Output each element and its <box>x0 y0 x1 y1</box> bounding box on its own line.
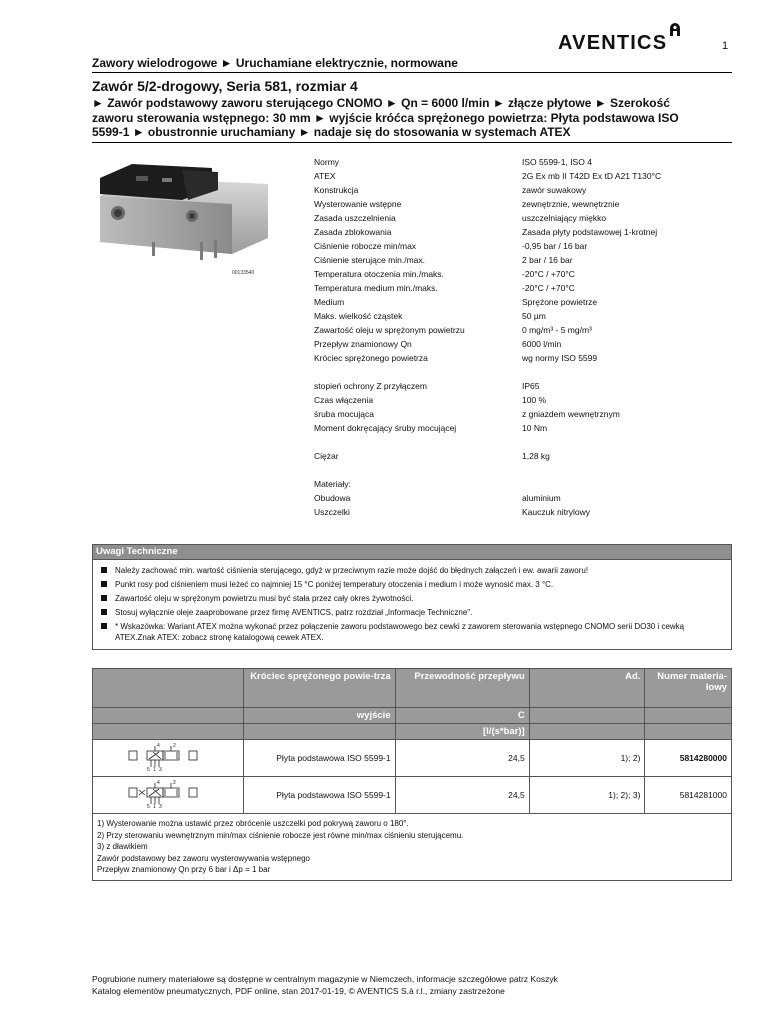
port-label: 1 <box>153 767 156 773</box>
breadcrumb: Zawory wielodrogowe ► Uruchamiane elektrycznie, normowane <box>92 56 458 70</box>
spec-row <box>314 169 732 183</box>
spec-value: -20°C / +70°C <box>522 283 575 293</box>
spec-row <box>314 351 732 365</box>
specifications-list <box>314 155 732 519</box>
table-unit-empty <box>529 724 645 740</box>
spec-label: Ciężar <box>314 451 339 461</box>
page-footer <box>92 973 558 997</box>
note-text: Należy zachować min. wartość ciśnienia sterującego, gdyż w przeciwnym razie może dojść do błędnych załączeń i ew. awarii zaworu! <box>115 566 589 575</box>
spec-row <box>314 239 732 253</box>
spec-label: Wysterowanie wstępne <box>314 199 402 209</box>
spec-row <box>314 183 732 197</box>
table-unit-row <box>93 724 732 740</box>
port-label: 2 <box>173 743 176 749</box>
row-port: Płyta podstawowa ISO 5599-1 <box>243 740 395 777</box>
spec-row <box>314 379 732 393</box>
spec-label: Zawartość oleju w sprężonym powietrzu <box>314 325 465 335</box>
spec-row <box>314 449 732 463</box>
spec-row <box>314 365 732 379</box>
port-label: 3 <box>159 767 162 773</box>
logo-mark-icon <box>668 22 682 38</box>
spec-label: Uszczelki <box>314 507 350 517</box>
spec-row <box>314 421 732 435</box>
note-item <box>93 565 731 576</box>
footnotes-row <box>93 814 732 881</box>
spec-label: stopień ochrony Z przyłączem <box>314 381 427 391</box>
spec-label: Medium <box>314 297 345 307</box>
spec-label: Zasada uszczelnienia <box>314 213 396 223</box>
spec-value: 1,28 kg <box>522 451 550 461</box>
table-row <box>93 777 732 814</box>
table-header-flow: Przewodność przepływu <box>395 669 529 708</box>
spec-row <box>314 155 732 169</box>
row-flow: 24,5 <box>395 740 529 777</box>
footnotes <box>93 814 732 881</box>
spec-value: aluminium <box>522 493 561 503</box>
spec-row <box>314 295 732 309</box>
table-unit-empty <box>243 724 395 740</box>
spec-row <box>314 197 732 211</box>
valve-symbol-cell <box>93 777 244 814</box>
port-label: 5 <box>147 804 150 810</box>
spec-value: wg normy ISO 5599 <box>522 353 598 363</box>
spec-label: Ciśnienie sterujące min./max. <box>314 255 426 265</box>
row-ad: 1); 2) <box>529 740 645 777</box>
product-table <box>92 668 732 881</box>
note-item <box>93 621 731 643</box>
port-label: 4 <box>157 743 160 749</box>
spec-value: 2G Ex mb II T42D Ex tD A21 T130°C <box>522 171 662 181</box>
footnote: 2) Przy sterowaniu wewnętrznym min/max ciśnienie robocze jest równe min/max ciśnieniu sterującemu. <box>97 830 464 840</box>
spec-value: -20°C / +70°C <box>522 269 575 279</box>
spec-value: Kauczuk nitrylowy <box>522 507 591 517</box>
valve-symbol-icon <box>93 777 235 811</box>
bullet-square-icon <box>101 567 107 573</box>
bullet-square-icon <box>101 595 107 601</box>
divider <box>92 142 732 143</box>
spec-row <box>314 267 732 281</box>
table-subheader-empty <box>645 708 732 724</box>
spec-row <box>314 281 732 295</box>
note-text: Stosuj wyłącznie oleje zaaprobowane przez firmę AVENTICS, patrz rozdział „Informacje Techniczne". <box>115 608 473 617</box>
spec-row <box>314 505 732 519</box>
spec-row <box>314 225 732 239</box>
port-label: 2 <box>173 780 176 786</box>
spec-label: śruba mocująca <box>314 409 375 419</box>
bullet-square-icon <box>101 609 107 615</box>
spec-label: Temperatura medium min./maks. <box>314 283 438 293</box>
row-ad: 1); 2); 3) <box>529 777 645 814</box>
spec-row <box>314 491 732 505</box>
footer-line: Pogrubione numery materiałowe są dostępne w centralnym magazynie w Niemczech, informacje szczegółowe patrz Koszyk <box>92 974 558 984</box>
port-label: 1 <box>153 804 156 810</box>
spec-label: Temperatura otoczenia min./maks. <box>314 269 444 279</box>
table-subheader-empty <box>93 708 244 724</box>
spec-value: -0,95 bar / 16 bar <box>522 241 588 251</box>
row-flow: 24,5 <box>395 777 529 814</box>
port-label: 3 <box>159 804 162 810</box>
spec-row <box>314 211 732 225</box>
spec-label: Króciec sprężonego powietrza <box>314 353 428 363</box>
spec-label: ATEX <box>314 171 336 181</box>
spec-label: Materiały: <box>314 479 351 489</box>
spec-label: Zasada zblokowania <box>314 227 392 237</box>
table-header-empty <box>93 669 244 708</box>
note-item <box>93 593 731 604</box>
spec-row <box>314 323 732 337</box>
table-subheader-row <box>93 708 732 724</box>
table-unit-empty <box>645 724 732 740</box>
valve-symbol-icon <box>93 740 235 774</box>
row-port: Płyta podstawowa ISO 5599-1 <box>243 777 395 814</box>
row-material-number: 5814281000 <box>645 777 732 814</box>
page-title: Zawór 5/2-drogowy, Seria 581, rozmiar 4 <box>92 78 358 94</box>
spec-row <box>314 477 732 491</box>
table-header-material-number: Numer materia-łowy <box>645 669 732 708</box>
note-item <box>93 607 731 618</box>
table-header-ad: Ad. <box>529 669 645 708</box>
spec-value: zawór suwakowy <box>522 185 587 195</box>
spec-value: zewnętrznie, wewnętrznie <box>522 199 620 209</box>
row-material-number: 5814280000 <box>645 740 732 777</box>
logo-text: AVENTICS <box>558 32 668 54</box>
spec-value: z gniazdem wewnętrznym <box>522 409 620 419</box>
note-text: * Wskazówka: Wariant ATEX można wykonać przez połączenie zaworu podstawowego bez cewki z zaworem sterowania wstępnego CNOMO serii DO30 i cewką ATEX.Znak ATEX: zobacz stronę katalogową cewek ATEX. <box>115 622 685 642</box>
product-subtitle: ► Zawór podstawowy zaworu sterującego CNOMO ► Qn = 6000 l/min ► złącze płytowe ► Szerokość zaworu sterowania wstępnego: 30 mm ► wyjście króćca sprężonego powietrza: Płyta podstawowa ISO 5599-1 ► obustronnie uruchamiany ► nadaje się do stosowania w systemach ATEX <box>92 96 679 139</box>
spec-value: ISO 5599-1, ISO 4 <box>522 157 592 167</box>
table-header-port: Króciec sprężonego powie-trza <box>243 669 395 708</box>
footer-line: Katalog elementów pneumatycznych, PDF online, stan 2017-01-19, © AVENTICS S.à r.l., zmiany zastrzeżone <box>92 986 505 996</box>
technical-notes-heading: Uwagi Techniczne <box>92 544 732 560</box>
bullet-square-icon <box>101 581 107 587</box>
table-subheader-flow: C <box>395 708 529 724</box>
footnote: Przepływ znamionowy Qn przy 6 bar i Δp = 1 bar <box>97 865 271 874</box>
spec-row <box>314 309 732 323</box>
page-number: 1 <box>722 40 729 52</box>
spec-row <box>314 393 732 407</box>
port-label: 4 <box>157 780 160 786</box>
technical-notes-body <box>92 560 732 650</box>
table-header-row <box>93 669 732 708</box>
spec-value: 10 Nm <box>522 423 548 433</box>
note-item <box>93 579 731 590</box>
table-unit-flow: [l/(s*bar)] <box>395 724 529 740</box>
note-text: Punkt rosy pod ciśnieniem musi leżeć co najmniej 15 °C poniżej temperatury otoczenia i medium i może wynosić max. 3 °C. <box>115 580 554 589</box>
note-text: Zawartość oleju w sprężonym powietrzu musi być stała przez cały okres żywotności. <box>115 594 414 603</box>
spec-label: Ciśnienie robocze min/max <box>314 241 417 251</box>
aventics-logo <box>558 24 688 52</box>
spec-label: Obudowa <box>314 493 351 503</box>
footnote: 1) Wysterowanie można ustawić przez obrócenie uszczelki pod pokrywą zaworu o 180°. <box>97 819 409 828</box>
spec-value: uszczelniający miękko <box>522 213 607 223</box>
spec-row <box>314 337 732 351</box>
technical-notes <box>92 544 732 650</box>
table-subheader-port: wyjście <box>243 708 395 724</box>
spec-row <box>314 463 732 477</box>
spec-label: Przepływ znamionowy Qn <box>314 339 412 349</box>
spec-value: Zasada płyty podstawowej 1-krotnej <box>522 227 658 237</box>
valve-product-image <box>92 158 272 268</box>
table-unit-empty <box>93 724 244 740</box>
bullet-square-icon <box>101 623 107 629</box>
spec-label: Czas włączenia <box>314 395 374 405</box>
port-label: 5 <box>147 767 150 773</box>
spec-label: Maks. wielkość cząstek <box>314 311 403 321</box>
spec-value: IP65 <box>522 381 540 391</box>
spec-row <box>314 253 732 267</box>
table-subheader-empty <box>529 708 645 724</box>
spec-value: 6000 l/min <box>522 339 562 349</box>
image-id: 00133540 <box>232 270 255 276</box>
spec-row <box>314 435 732 449</box>
spec-label: Konstrukcja <box>314 185 359 195</box>
valve-symbol-cell <box>93 740 244 777</box>
spec-value: Sprężone powietrze <box>522 297 598 307</box>
divider <box>92 72 732 73</box>
spec-row <box>314 407 732 421</box>
footnote: Zawór podstawowy bez zaworu wysterowywania wstępnego <box>97 853 310 863</box>
table-row <box>93 740 732 777</box>
spec-label: Normy <box>314 157 340 167</box>
spec-label: Moment dokręcający śruby mocującej <box>314 423 457 433</box>
footnote: 3) z dławikiem <box>97 842 148 851</box>
spec-value: 2 bar / 16 bar <box>522 255 573 265</box>
spec-value: 0 mg/m³ - 5 mg/m³ <box>522 325 592 335</box>
spec-value: 100 % <box>522 395 547 405</box>
spec-value: 50 µm <box>522 311 546 321</box>
